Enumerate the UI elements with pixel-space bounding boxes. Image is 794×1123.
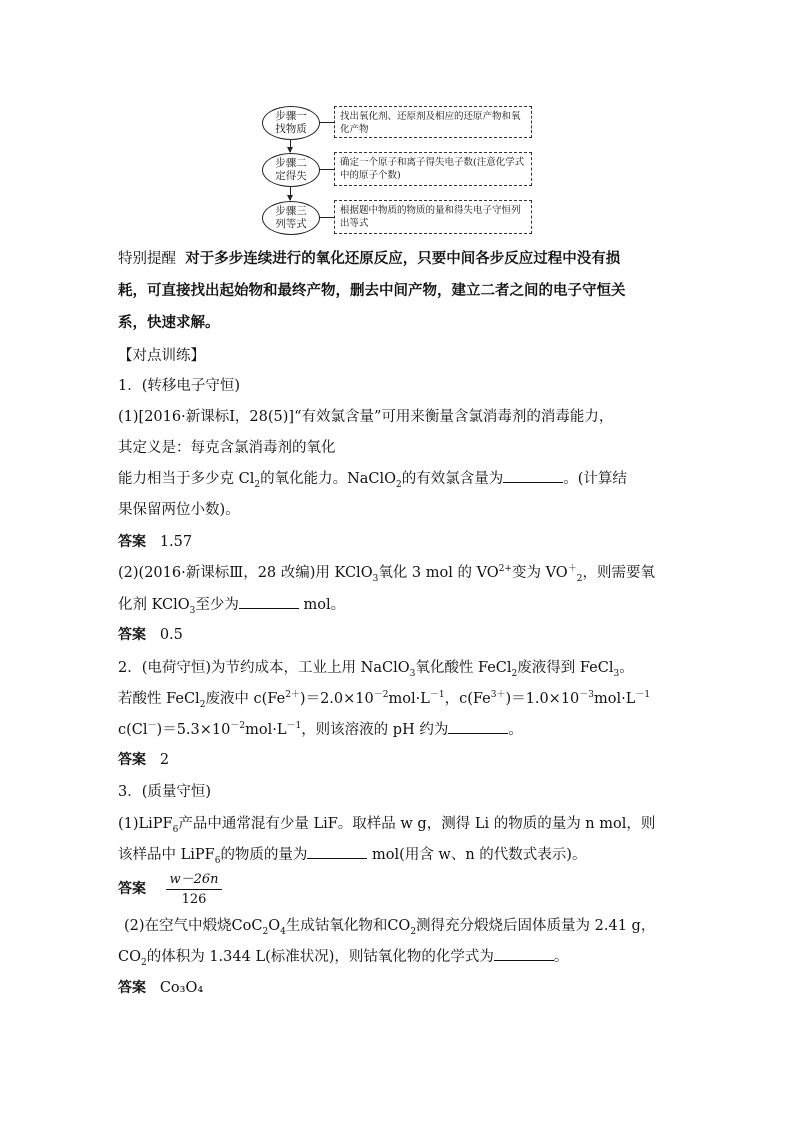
text: 能力相当于多少克 Cl [118, 471, 255, 487]
flow-diagram [262, 104, 542, 236]
text: )＝5.3×10 [156, 722, 231, 738]
q1-p2-line2 [118, 593, 345, 614]
text: 氧化酸性 FeCl [415, 660, 512, 676]
fraction-denominator: 126 [181, 892, 207, 907]
text: 若酸性 FeCl [118, 691, 200, 707]
text: ，c(Fe [444, 691, 491, 707]
text: )＝2.0×10 [299, 691, 374, 707]
superscript: ＋ [567, 564, 577, 575]
text: 生成钴氧化物和CO [285, 918, 411, 934]
subscript: 3 [372, 573, 379, 584]
q2-line3 [118, 718, 523, 739]
q1-title: 1．(转移电子守恒) [118, 378, 241, 394]
connector [319, 122, 334, 123]
step-1-oval [262, 106, 320, 140]
text: 废液得到 FeCl [517, 660, 614, 676]
text: 废液中 c(Fe [205, 691, 286, 707]
text: mol·L [594, 691, 636, 707]
tip-label: 特别提醒 [118, 251, 176, 267]
superscript: －1 [635, 690, 651, 701]
q1-p2-line1 [118, 561, 655, 582]
step-1-line2: 找物质 [275, 123, 307, 135]
answer-blank[interactable] [239, 596, 299, 609]
answer-label: 答案 [118, 534, 146, 550]
step-3-line1: 步骤三 [275, 205, 307, 217]
answer-label: 答案 [118, 881, 146, 897]
text: ，则需要氧 [582, 565, 655, 581]
text: 测得充分煅烧后固体质量为 2.41 g， [416, 918, 656, 934]
step-1-desc: 找出氧化剂、还原剂及相应的还原产物和氧化产物 [334, 106, 532, 138]
step-2-line1: 步骤二 [275, 157, 307, 169]
text: 氧化 3 mol 的 VO [378, 565, 499, 581]
answer-label: 答案 [118, 980, 146, 996]
text: 变为 VO [511, 565, 568, 581]
subscript: 2 [262, 926, 269, 937]
text: 的物质的量为 [220, 847, 308, 863]
subscript: 2 [199, 699, 206, 710]
q2-answer [118, 749, 169, 769]
step-2-line2: 定得失 [275, 170, 307, 182]
subscript: 2 [254, 479, 261, 490]
q1-answer-2 [118, 624, 183, 644]
q2-line2 [118, 687, 650, 708]
answer-value: Co₃O₄ [159, 980, 204, 996]
superscript: 3＋ [490, 690, 506, 701]
text: )＝1.0×10 [505, 691, 580, 707]
subscript: 2 [410, 926, 417, 937]
q1-p1-line2: 其定义是：每克含氯消毒剂的氧化 [118, 440, 336, 456]
subscript: 3 [409, 668, 416, 679]
q3-title: 3．(质量守恒) [118, 784, 212, 800]
answer-blank[interactable] [307, 846, 367, 859]
connector [319, 217, 334, 218]
subscript: 3 [189, 605, 196, 616]
answer-value: 2 [159, 752, 170, 768]
tip-line-2: 耗，可直接找出起始物和最终产物，删去中间产物，建立二者之间的电子守恒关 [118, 282, 626, 299]
text: (2)在空气中煅烧CoC [124, 918, 263, 934]
subscript: 2 [576, 573, 583, 584]
text: O [268, 918, 281, 934]
text: 的有效氯含量为 [401, 471, 504, 487]
text: 化剂 KClO [118, 597, 190, 613]
arrow-down-icon [290, 140, 291, 152]
tip-line-1 [118, 247, 620, 268]
q1-answer-1 [118, 531, 192, 551]
text: 。 [619, 660, 634, 676]
section-title: 【对点训练】 [118, 348, 205, 364]
step-3-line2: 列等式 [275, 218, 307, 230]
tip-text-1: 对于多步连续进行的氧化还原反应，只要中间各步反应过程中没有损 [185, 250, 621, 267]
superscript: 2＋ [285, 690, 300, 701]
q3-p1-line2 [118, 843, 586, 864]
text: 至少为 [195, 597, 239, 613]
text: 的体积为 1.344 L(标准状况)，则钴氧化物的化学式为 [146, 949, 494, 965]
subscript: 2 [511, 668, 518, 679]
text: (1)LiPF [118, 816, 173, 832]
q1-p1-line4: 果保留两位小数)。 [118, 502, 240, 518]
q3-answer-1-label [118, 878, 146, 898]
text: 的氧化能力。NaClO [260, 471, 397, 487]
answer-blank[interactable] [494, 948, 554, 961]
text: 产品中通常混有少量 LiF。取样品 w g，测得 Li 的物质的量为 n mol，则 [178, 816, 656, 832]
text: 。 [508, 722, 523, 738]
answer-label: 答案 [118, 752, 146, 768]
subscript: 2 [396, 479, 402, 490]
step-1-line1: 步骤一 [275, 110, 307, 122]
superscript: －1 [286, 721, 302, 732]
q3-p2-line1 [124, 914, 655, 935]
superscript: －3 [579, 690, 595, 701]
text: mol(用含 w、n 的代数式表示)。 [372, 847, 587, 863]
arrow-down-icon [290, 187, 291, 200]
answer-value: 1.57 [159, 534, 193, 550]
superscript: －2 [373, 690, 389, 701]
answer-fraction [166, 868, 222, 907]
answer-label: 答案 [118, 627, 146, 643]
step-2-oval [262, 153, 320, 187]
text: ，则该溶液的 pH 约为 [301, 722, 449, 738]
q3-answer-2 [118, 977, 203, 997]
answer-blank[interactable] [448, 721, 508, 734]
subscript: 4 [280, 926, 286, 937]
answer-value: 0.5 [159, 627, 183, 643]
text: (2)(2016·新课标Ⅲ，28 改编)用 KClO [118, 565, 373, 581]
tip-line-3: 系，快速求解。 [118, 314, 220, 331]
subscript: 6 [172, 824, 179, 835]
q3-p1-line1 [118, 812, 655, 833]
subscript: 2 [140, 957, 147, 968]
q2-line1 [118, 656, 634, 677]
text: 。 [553, 949, 569, 965]
text: c(Cl [118, 722, 148, 738]
subscript: 6 [214, 855, 221, 866]
subscript: 3 [613, 668, 620, 679]
superscript: －2 [230, 721, 246, 732]
q1-p1-line1: (1)[2016·新课标Ⅰ，28(5)]“有效氯含量”可用来衡量含氯消毒剂的消毒能力， [118, 409, 614, 425]
superscript: －1 [429, 690, 445, 701]
step-2-desc: 确定一个原子和离子得失电子数(注意化学式中的原子个数) [334, 152, 532, 186]
superscript: － [147, 721, 157, 732]
fraction-numerator: w－26n [166, 868, 222, 890]
text: 。(计算结 [563, 471, 627, 487]
text: 该样品中 LiPF [118, 847, 215, 863]
text: mol·L [245, 722, 287, 738]
text: 2．(电荷守恒)为节约成本，工业上用 NaClO [118, 660, 410, 676]
step-3-desc: 根据题中物质的物质的量和得失电子守恒列出等式 [334, 200, 532, 234]
text: mol·L [388, 691, 430, 707]
text: CO [118, 949, 141, 965]
text: mol。 [303, 597, 346, 613]
step-3-oval [262, 201, 320, 235]
q1-p1-line3 [118, 467, 627, 488]
answer-blank[interactable] [503, 470, 563, 483]
connector [319, 169, 334, 170]
q3-p2-line2 [118, 945, 568, 966]
superscript: 2+ [498, 564, 512, 575]
